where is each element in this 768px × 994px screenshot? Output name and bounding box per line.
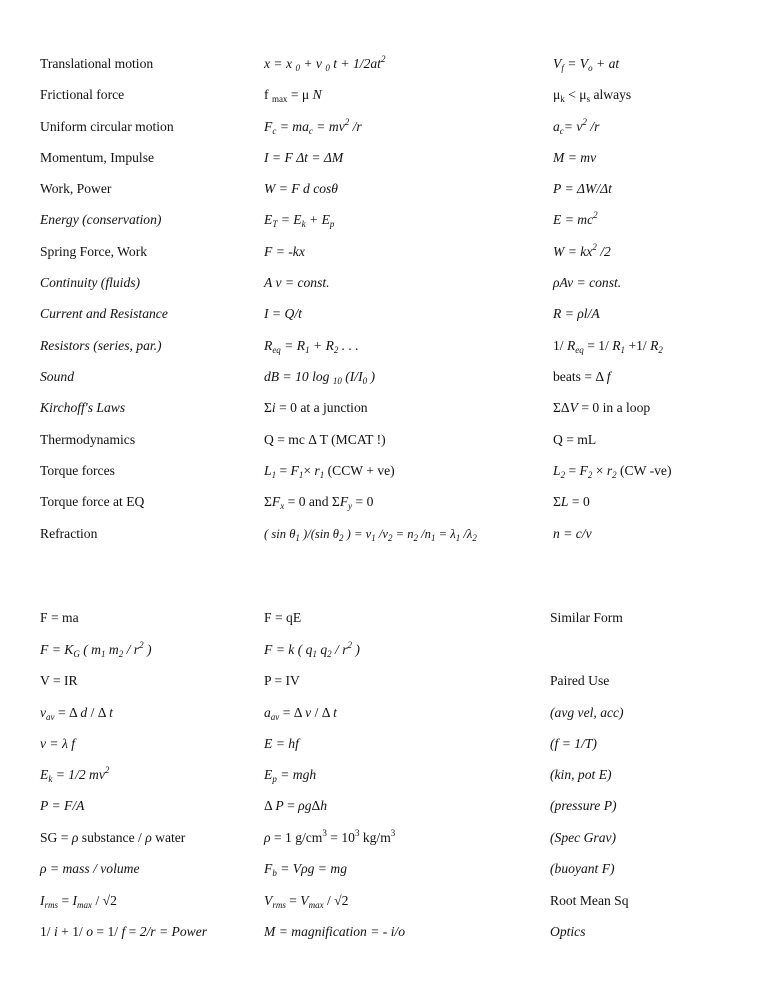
table-row (0, 827, 768, 849)
table-row (0, 639, 768, 661)
secondary-formula: ΣΔV = 0 in a loop (553, 400, 651, 415)
table-row (0, 178, 768, 200)
primary-formula: ( $\sin \theta_1$ )/(sin $\theta_2$ ) = $v_1$ $/v_2 = n_2$ $/n_1 = \lambda_1$ $/\lambda_2$ (264, 527, 477, 543)
category-label: Paired Use (550, 673, 610, 688)
primary-formula: dB = 10 log $_{10}$ ($I/I_0$ ) (264, 369, 376, 386)
topic-label: Frictional force (40, 87, 125, 102)
secondary-formula: $V_f = V_o$ + at (553, 56, 620, 73)
secondary-formula: beats = Δ f (553, 369, 611, 384)
table-row (0, 523, 768, 545)
table-row (0, 460, 768, 482)
category-label: (avg vel, acc) (550, 705, 624, 720)
middle-formula: $a_{av} = \Delta$ v / Δ t (264, 705, 337, 722)
topic-label: Kirchoff's Laws (40, 400, 126, 415)
table-row (0, 303, 768, 325)
topic-label: Sound (40, 369, 74, 384)
category-label: (kin, pot E) (550, 767, 612, 782)
middle-formula: E = hf (264, 736, 299, 751)
secondary-formula: M = mv (553, 150, 597, 165)
secondary-formula: ΣL = 0 (553, 494, 590, 509)
table-row (0, 366, 768, 388)
primary-formula: I = Q/t (264, 306, 302, 321)
table-row (0, 116, 768, 138)
secondary-formula: $W = kx^2$ /2 (553, 242, 611, 259)
secondary-formula: $L_2 = F_2 \times r_2$ (CW -ve) (553, 463, 672, 480)
primary-formula: $\Sigma F_x = 0$ and $\Sigma F_y = 0$ (264, 494, 374, 511)
secondary-formula: 1/ $R_{eq} = 1/$ $R_1 +1/$ $R_2$ (553, 338, 663, 355)
left-formula: V = IR (40, 673, 78, 688)
topic-label: Spring Force, Work (40, 244, 148, 259)
left-formula: $I_{rms} = I_{max} / √2$ (40, 893, 117, 910)
secondary-formula: $\mu_k < \mu_s$ always (553, 87, 632, 104)
table-row (0, 397, 768, 419)
primary-formula: I = F Δt = ΔM (264, 150, 344, 165)
table-row (0, 890, 768, 912)
table-row (0, 429, 768, 451)
topic-label: Current and Resistance (40, 306, 168, 321)
category-label: (buoyant F) (550, 861, 615, 876)
primary-formula: W = F d cosθ (264, 181, 338, 196)
table-row (0, 858, 768, 880)
category-label: (pressure P) (550, 798, 617, 813)
middle-formula: P = IV (264, 673, 300, 688)
table-row (0, 733, 768, 755)
topic-label: Work, Power (40, 181, 112, 196)
table-row (0, 491, 768, 513)
middle-formula: M = magnification = - i/o (264, 924, 406, 939)
topic-label: Torque forces (40, 463, 115, 478)
topic-label: Resistors (series, par.) (40, 338, 162, 353)
primary-formula: F = -kx (264, 244, 305, 259)
category-label: Root Mean Sq (550, 893, 629, 908)
primary-formula: A v = const. (264, 275, 330, 290)
topic-label: Energy (conservation) (40, 212, 162, 227)
category-label: Optics (550, 924, 586, 939)
left-formula: 1/ i + 1/ o = 1/ f = 2/r = Power (40, 924, 208, 939)
secondary-formula: $E = mc^2$ (553, 210, 598, 227)
left-formula: F = ma (40, 610, 79, 625)
topic-label: Translational motion (40, 56, 154, 71)
middle-formula: $F_b = V\rho g$ = mg (264, 861, 347, 878)
primary-formula: f $_{max}$ = μ N (264, 87, 322, 104)
table-row (0, 795, 768, 817)
table-row (0, 84, 768, 106)
primary-formula: $R_{eq} = R_1 + R_2$ . . . (264, 338, 359, 355)
secondary-formula: R = ρl/A (553, 306, 600, 321)
topic-label: Momentum, Impulse (40, 150, 155, 165)
left-formula: $E_k = 1/2$ $mv^2$ (40, 765, 110, 784)
table-row (0, 209, 768, 231)
middle-formula: Δ P = ρgΔh (264, 798, 328, 813)
table-row (0, 53, 768, 75)
topic-label: Continuity (fluids) (40, 275, 141, 290)
secondary-formula: Q = mL (553, 432, 597, 447)
left-formula: v = λ f (40, 736, 76, 751)
category-label: (f = 1/T) (550, 736, 597, 751)
table-row (0, 607, 768, 629)
table-row (0, 241, 768, 263)
table-row (0, 670, 768, 692)
topic-label: Uniform circular motion (40, 119, 174, 134)
table-row (0, 272, 768, 294)
category-label: Similar Form (550, 610, 623, 625)
left-formula: ρ = mass / volume (40, 861, 140, 876)
secondary-formula: $a_c= v^2$ /r (553, 117, 600, 136)
primary-formula: $E_T = E_k + E_p$ (264, 212, 335, 229)
middle-formula: $E_p$ = mgh (264, 767, 317, 784)
topic-label: Thermodynamics (40, 432, 136, 447)
primary-formula: Q = mc Δ T (MCAT !) (264, 432, 386, 447)
middle-formula: $V_{rms} = V_{max} / √2$ (264, 893, 349, 910)
topic-label: Torque force at EQ (40, 494, 145, 509)
left-formula: SG = ρ substance / ρ water (40, 830, 186, 845)
table-row (0, 335, 768, 357)
secondary-formula: n = c/v (553, 526, 592, 541)
topic-label: Refraction (40, 526, 98, 541)
middle-formula: F = qE (264, 610, 302, 625)
table-row (0, 702, 768, 724)
category-label: (Spec Grav) (550, 830, 617, 845)
table-row (0, 764, 768, 786)
secondary-formula: ρAv = const. (553, 275, 622, 290)
left-formula: $v_{av} = \Delta$ d / Δ t (40, 705, 113, 722)
middle-formula: ρ = 1 $g/cm^3 = 10^3$ $kg/m^3$ (264, 828, 396, 845)
secondary-formula: P = ΔW/Δt (553, 181, 612, 196)
left-formula: $F = K_G$ ( $m_1$ $m_2 / r^2$ ) (40, 640, 152, 659)
primary-formula: $F_c = ma_c = mv^2$ /r (264, 117, 362, 136)
primary-formula: Σi = 0 at a junction (264, 400, 368, 415)
primary-formula: x = x $_0$ + v $_0$ $t + 1/2at^2$ (264, 54, 386, 73)
table-row (0, 921, 768, 943)
table-row (0, 147, 768, 169)
middle-formula: F = k ( $q_1$ $q_2 / r^2$ ) (264, 640, 360, 659)
left-formula: P = F/A (40, 798, 85, 813)
primary-formula: $L_1 = F_1\times r_1$ (CCW + ve) (264, 463, 395, 480)
